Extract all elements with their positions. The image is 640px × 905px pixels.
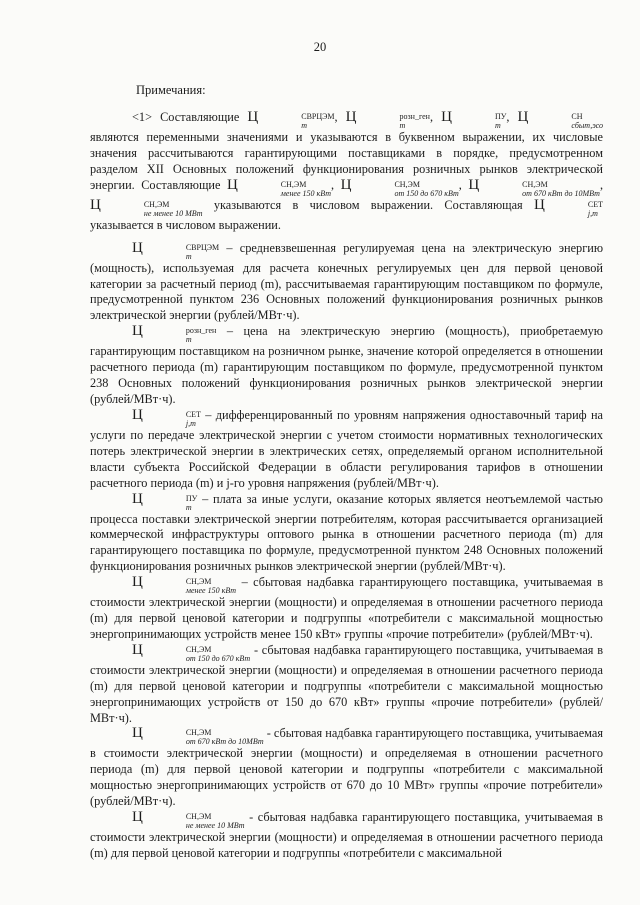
note-text: Составляющие [160,110,240,124]
symbol-sn-sbyt: Ц СН сбыт,эсо [517,109,604,130]
symbol-set: Ц СЕТ j,m [534,196,603,218]
notes-heading: Примечания: [136,83,206,97]
symbol-svrcem: Ц СВРЦЭМ m [132,239,220,261]
note-marker: <1> [132,110,153,124]
symbol-sn-150-670: Ц СН,ЭМ от 150 до 670 кВт [340,176,459,198]
note-text: являются переменными значениями и указываются в буквенном выражении, их числовые значения рассчитываются гарантирующими поставщиками в порядке, предусмотренном разделом XII Основных положений функционирования розничных рынков электрической энергии. [90,130,603,192]
definition-set [90,408,603,492]
symbol-sn-670-10: Ц СН,ЭМ от 670 кВт до 10МВт [468,176,600,198]
definition-sn-lt150 [90,575,603,643]
definition-text: - сбытовая надбавка гарантирующего поставщика, учитываемая в стоимости электрической энергии (мощности) и определяемая в отношении расчетного периода (m) для первой ценовой категории и подгруппы «потребители с максимальной мощностью энергопринимающих устройств от 150 до 670 кВт» группы «прочие потребители» (рублей/МВт·ч). [90,642,603,725]
notes-body [90,110,603,862]
note-text: указывается в числовом выражении. [90,217,281,232]
definition-text: – сбытовая надбавка гарантирующего поставщика, учитываемая в стоимости электрической энергии (мощности) и определяемая в отношении расчетного периода (m) для первой ценовой категории и подгруппы «потребители с максимальной мощностью энергопринимающих устройств менее 150 кВт» группы «прочие потребители» (рублей/МВт·ч). [90,575,604,641]
definition-sn-150-670 [90,643,603,727]
definition-text: - сбытовая надбавка гарантирующего поставщика, учитываемая в стоимости электрической энергии (мощности) и определяемая в отношении расчетного периода (m) для первой ценовой категории и подгруппы «потребители с максимальной мощностью энергопринимающих устройств от 670 до 10 МВт» группы «прочие потребители» (рублей/МВт·ч). [90,726,603,809]
symbol-sn-lt150: Ц СН,ЭМ менее 150 кВт [132,574,237,596]
note-1-paragraph: <1> Составляющие Ц СВРЦЭМ m , Ц розн_ген m , Ц ПУ m , Ц СН сбыт,эсо являются переменными значениями и указываются в буквенном выражении, их числовые значения рассчитываются гарантирующими поставщиками в порядке, предусмотренном разделом XII Основных положений функционирования розничных рынков электрической энергии. Составляющие Ц СН,ЭМ менее 150 кВт , Ц СН,ЭМ от 150 до 670 кВт , Ц СН,ЭМ от 670 кВт до 10МВт , Ц СН,ЭМ не менее 10 МВт указываются в числовом выражении. Составляющая Ц СЕТ j,m указывается в числовом выражении. [90,109,604,232]
symbol-sn-lt150: Ц СН,ЭМ менее 150 кВт [226,176,332,198]
definition-pu [90,492,603,576]
definition-text: – средневзвешенная регулируемая цена на электрическую энергию (мощность), используемая для расчета конечных регулируемых цен для первой ценовой категории за расчетный период (m), рассчитываемая гарантирующим поставщиком по формуле, предусмотренной пунктом 236 Основных положений функционирования розничных рынков электрической энергии (рублей/МВт·ч). [90,240,604,323]
definition-svrcem [90,241,603,325]
symbol-rozn-gen: Ц розн_ген m [132,323,217,345]
symbol-sn-ge10: Ц СН,ЭМ не менее 10 МВт [90,196,203,218]
definition-text: – плата за иные услуги, оказание которых является неотъемлемой частью процесса поставки электрической энергии потребителям, которая рассчитывается организацией коммерческой инфраструктуры оптового рынка в отношении расчетного периода (m) для гарантирующего поставщика по формуле, предусмотренной пунктом 248 Основных положений функционирования розничных рынков электрической энергии (рублей/МВт·ч). [90,491,603,574]
definition-sn-ge10 [90,810,603,862]
symbol-set: Ц СЕТ j,m [132,406,201,428]
symbol-sn-670-10: Ц СН,ЭМ от 670 кВт до 10МВт [132,725,264,747]
definition-text: – цена на электрическую энергию (мощность), приобретаемую гарантирующим поставщиком на розничном рынке, значение которой определяется в отношении расчетного периода (m) гарантирующим поставщиком по формуле, предусмотренной пунктом 238 Основных положений функционирования розничных рынков электрической энергии (рублей/МВт·ч). [90,324,603,406]
definition-rozn-gen [90,324,603,408]
symbol-pu: Ц ПУ m [132,490,198,512]
definition-text: – дифференцированный по уровням напряжения одноставочный тариф на услуги по передаче электрической энергии с учетом стоимости нормативных технологических потерь электрической энергии в электрических сетях, определяемый органом исполнительной власти субъекта Российской Федерации в области регулирования тарифов в отношении расчетного периода (m) и j-го уровня напряжения (рублей/МВт·ч). [90,407,603,490]
symbol-pu: Ц ПУ m [441,109,507,130]
symbol-rozn-gen: Ц розн_ген m [345,109,430,130]
note-text: указываются в числовом выражении. Составляющая [213,197,523,212]
definition-sn-670-10 [90,726,603,810]
note-text: Составляющие [141,177,221,192]
definition-text: - сбытовая надбавка гарантирующего поставщика, учитываемая в стоимости электрической энергии (мощности) и определяемая в отношении расчетного периода (m) для первой ценовой категории и подгруппы «потребители с максимальной [90,810,603,860]
symbol-svrcem: Ц СВРЦЭМ m [247,109,335,130]
symbol-sn-150-670: Ц СН,ЭМ от 150 до 670 кВт [132,641,251,663]
symbol-sn-ge10: Ц СН,ЭМ не менее 10 МВт [132,809,245,831]
page-number: 20 [313,40,327,54]
